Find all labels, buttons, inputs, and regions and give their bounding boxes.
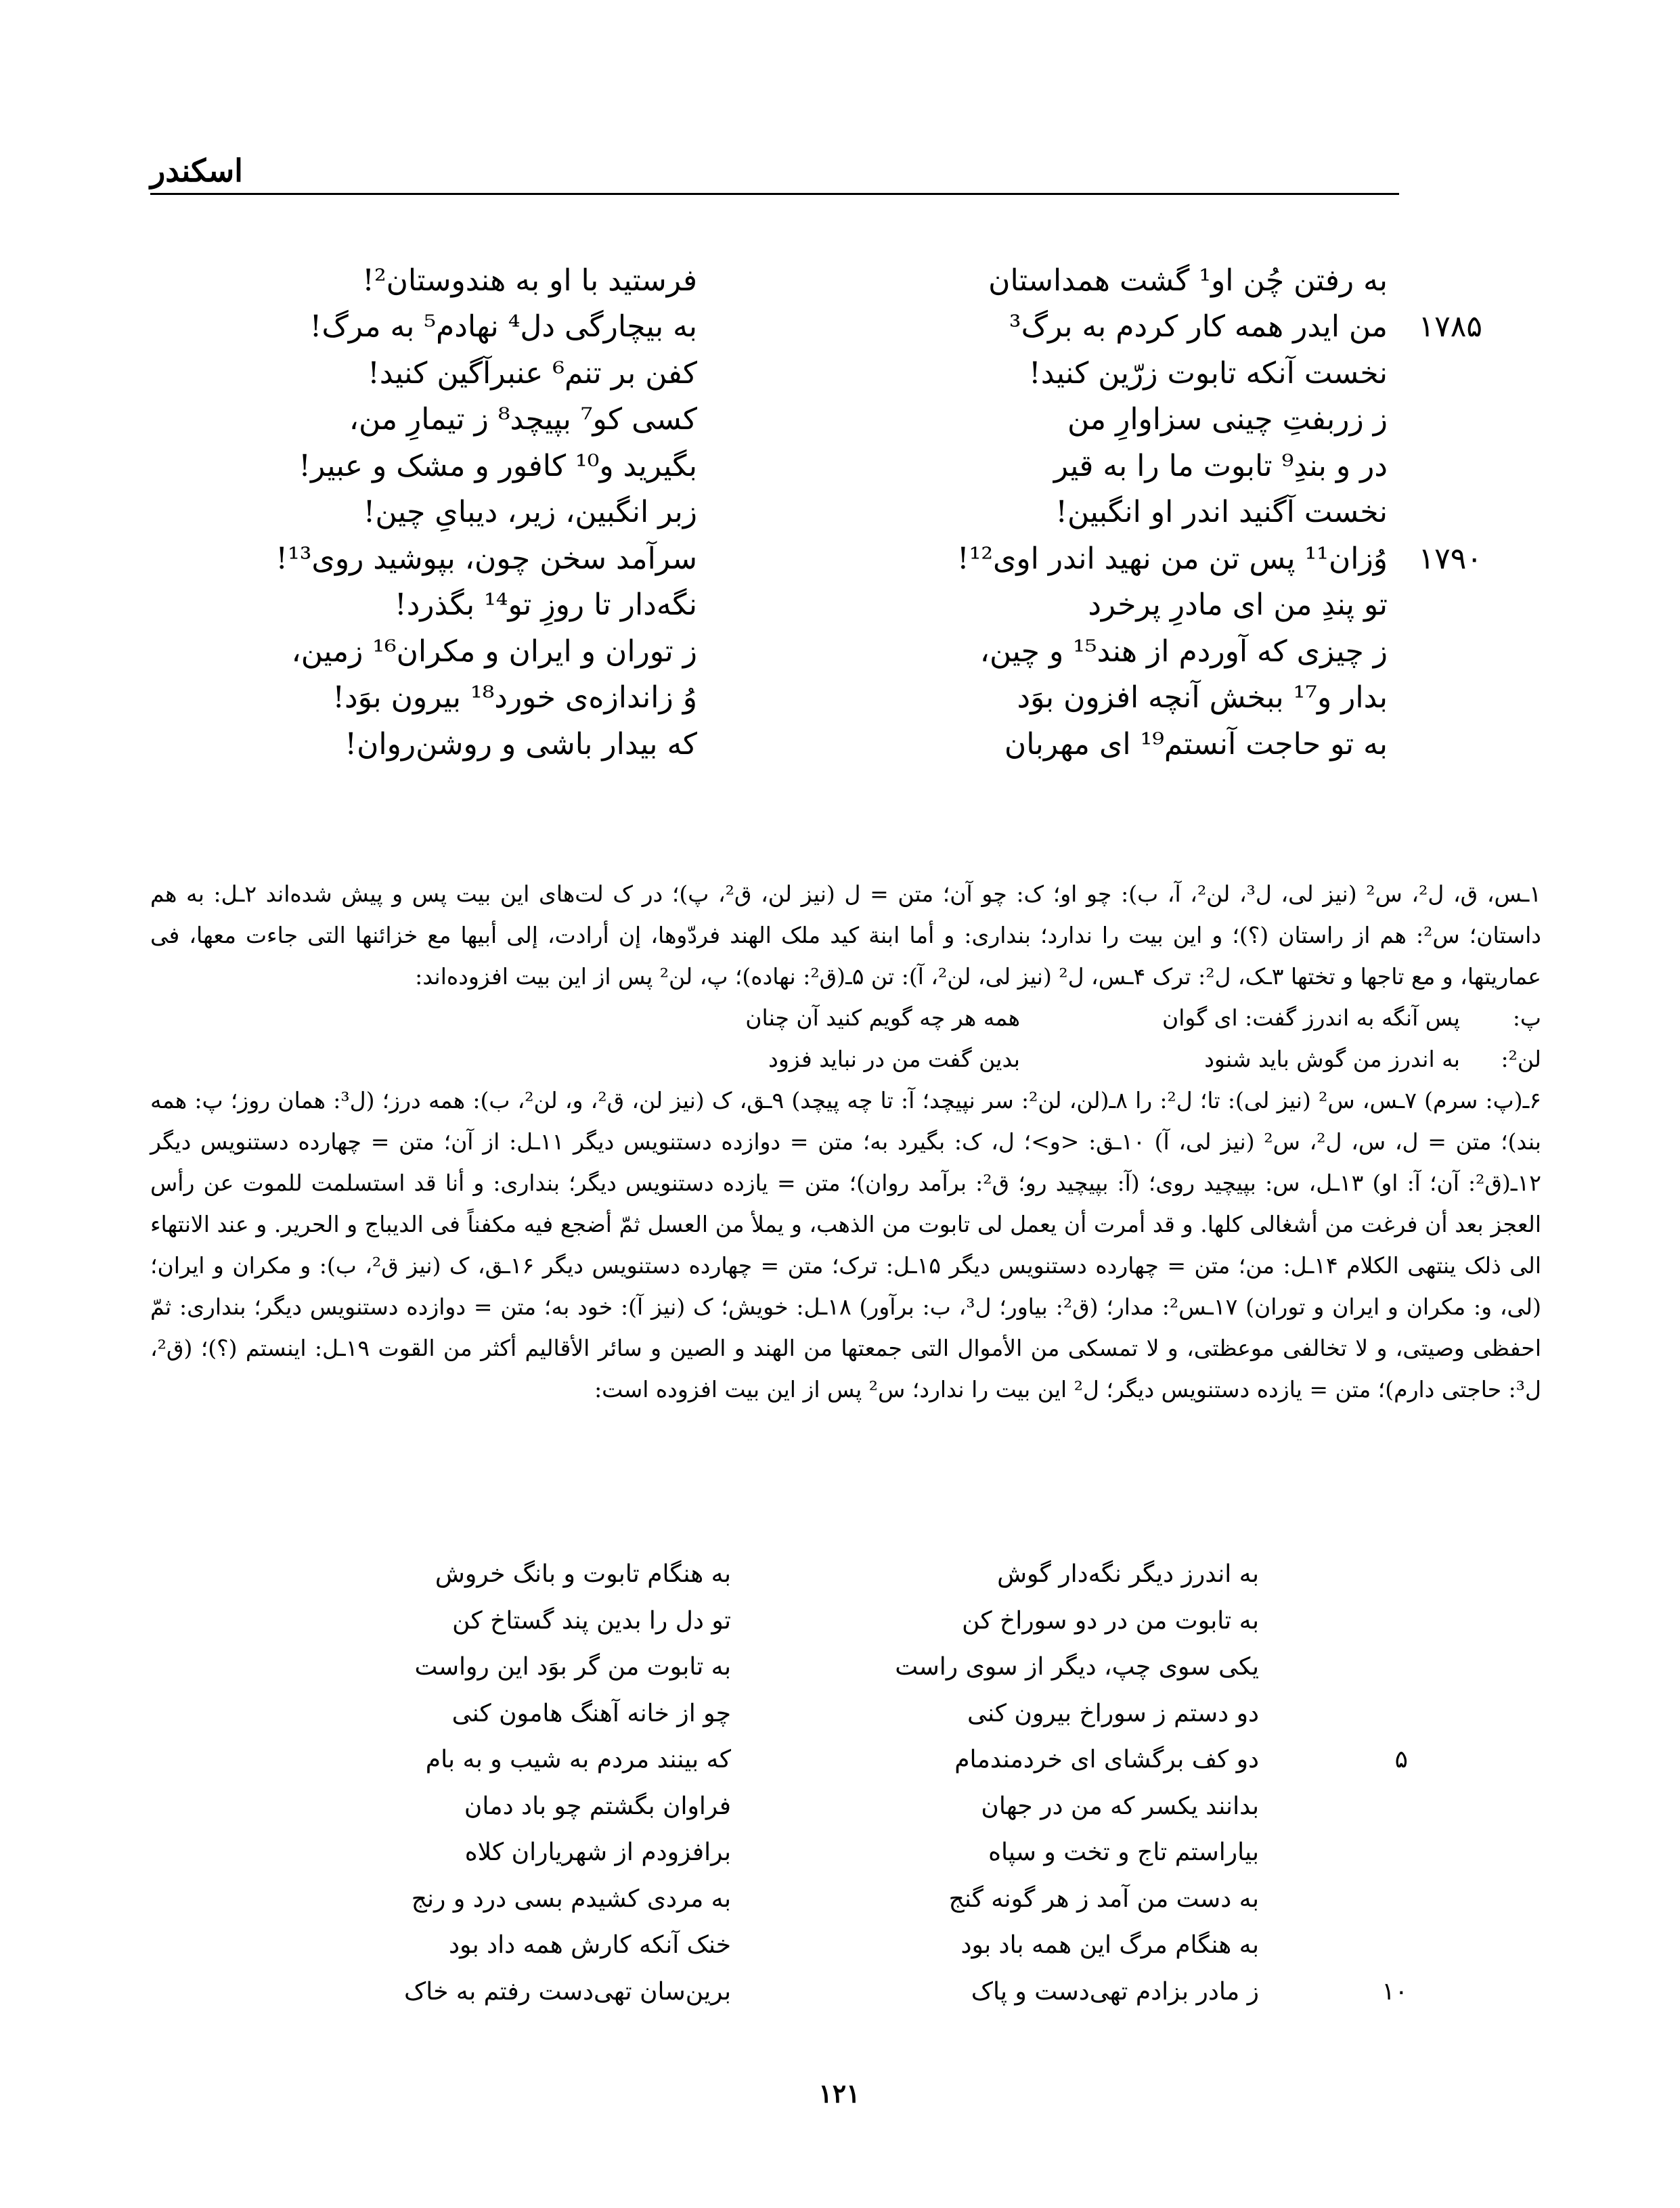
mesra-second: سرآمد سخن چون، بپوشید روی¹³!: [275, 541, 697, 576]
bayt: [223, 304, 1482, 351]
mesra-second: برین‌سان تهی‌دست رفتم به خاک: [404, 1977, 731, 2006]
mesra-first: ز چیزی که آوردم از هند¹⁵ و چین،: [979, 634, 1388, 669]
mesra-second: به هنگام تابوت و بانگ خروش: [435, 1560, 731, 1588]
mesra-first: بیاراستم تاج و تخت و سپاه: [988, 1838, 1259, 1866]
bayt: [223, 443, 1388, 489]
verse-number: ۱۷۹۰: [1418, 541, 1482, 576]
mesra-first: دو دستم ز سوراخ بیرون کنی: [967, 1699, 1259, 1727]
mesra-first: بدانند یکسر که من در جهان: [981, 1792, 1259, 1820]
mesra-second: فرستید با او به هندوستان²!: [362, 263, 697, 298]
bayt: [223, 535, 1482, 582]
bayt: [223, 721, 1388, 768]
bayt: [223, 582, 1388, 629]
added-bayt: [298, 1978, 1408, 2025]
main-poem: [223, 257, 1482, 768]
footnotes-paragraph-1: ۱ـس، ق، ل²، س² (نیز لی، ل³، لن²، آ، ب): چو او؛ ک: چو آن؛ متن = ل (نیز لن، ق²، پ)؛ در ک لت‌های این بیت پس و پیش شده‌اند ۲ـل: به هم داستان؛ س²: هم از راستان (؟)؛ و این بیت را ندارد؛ بنداری: و أما ابنة کید ملک الهند فردّوها، إن أرادت، إلی أبیها مع خزائنها التی جاءت معها، فی عماریتها، و مع تاجها و تختها ۳ـک، ل²: ترک ۴ـس، ل² (نیز لی، لن²، آ): تن ۵ـ(ق²: نهاده)؛ پ، لن² پس از این بیت افزوده‌اند:: [150, 881, 1541, 990]
bayt: [223, 675, 1388, 722]
mesra-first: یکی سوی چپ، دیگر از سوی راست: [895, 1653, 1259, 1681]
mesra-second: کفن بر تنم⁶ عنبرآگین کنید!: [368, 355, 697, 391]
added-bayt: [298, 1607, 1408, 1654]
mesra-first: ز مادر بزادم تهی‌دست و پاک: [971, 1977, 1259, 2006]
mesra-second: فراوان بگشتم چو باد دمان: [464, 1792, 731, 1820]
mesra-first: نخست آگنید اندر او انگبین!: [1055, 495, 1388, 530]
variant-mesra-second: همه هر چه گویم کنید آن چنان: [745, 1004, 1020, 1031]
mesra-second: زبر انگبین، زیر، دیبایِ چین!: [363, 495, 697, 530]
mesra-first: دو کف برگشای ای خردمندمام: [954, 1746, 1259, 1773]
mesra-second: کسی کو⁷ بپیچد⁸ ز تیمارِ من،: [349, 402, 697, 437]
variant-mesra-first: پس آنگه به اندرز گفت: ای گوان: [1162, 1004, 1460, 1031]
mesra-first: وُزان¹¹ پس تن من نهید اندر اوی¹²!: [957, 541, 1388, 576]
mesra-second: نگه‌دار تا روزِ تو¹⁴ بگذرد!: [395, 588, 697, 623]
mesra-second: به بیچارگی دل⁴ نهادم⁵ به مرگ!: [309, 309, 697, 345]
variant-mesra-second: بدین گفت من در نباید فزود: [768, 1046, 1020, 1072]
mesra-first: به رفتن چُن او¹ گشت همداستان: [988, 263, 1388, 298]
added-bayt: [298, 1792, 1408, 1839]
added-bayt: [298, 1746, 1408, 1792]
added-bayt: [298, 1653, 1408, 1700]
mesra-second: وُ زاندازه‌ی خورد¹⁸ بیرون بوَد!: [332, 680, 697, 715]
mesra-second: به مردی کشیدم بسی درد و رنج: [411, 1884, 731, 1913]
mesra-second: که بیدار باشی و روشن‌روان!: [345, 726, 697, 761]
mesra-first: در و بندِ⁹ تابوت ما را به قیر: [1053, 448, 1388, 483]
bayt: [223, 257, 1388, 304]
header-rule: [150, 193, 1399, 195]
mesra-first: به دست من آمد ز هر گونه گنج: [948, 1884, 1259, 1913]
mesra-first: به اندرز دیگر نگه‌دار گوش: [997, 1560, 1259, 1588]
variant-verse: [150, 997, 1541, 1038]
added-bayt: [298, 1931, 1408, 1978]
mesra-first: به هنگام مرگ این همه باد بود: [960, 1931, 1259, 1959]
page-number: ۱۲۱: [818, 2078, 860, 2108]
variant-verse: [150, 1038, 1541, 1080]
mesra-second: تو دل را بدین پند گستاخ کن: [452, 1606, 731, 1635]
added-bayt: [298, 1885, 1408, 1932]
mesra-first: بدار و¹⁷ ببخش آنچه افزون بوَد: [1017, 680, 1388, 715]
verse-number: ۵: [1394, 1746, 1408, 1773]
verse-number: ۱۷۸۵: [1418, 309, 1482, 345]
added-bayt: [298, 1560, 1408, 1607]
mesra-first: به تو حاجت آنستم¹⁹ ای مهربان: [1004, 726, 1388, 761]
mesra-second: چو از خانه آهنگ هامون کنی: [451, 1699, 731, 1727]
bayt: [223, 350, 1388, 397]
mesra-second: خنک آنکه کارش همه داد بود: [448, 1931, 731, 1959]
bayt: [223, 397, 1388, 443]
mesra-first: من ایدر همه کار کردم به برگ³: [1009, 309, 1388, 345]
variant-mesra-first: به اندرز من گوش باید شنود: [1204, 1046, 1460, 1072]
mesra-first: نخست آنکه تابوت زرّین کنید!: [1029, 355, 1388, 391]
mesra-second: که بینند مردم به شیب و به بام: [425, 1746, 731, 1773]
added-bayt: [298, 1838, 1408, 1885]
added-verses: [298, 1560, 1408, 2024]
manuscript-siglum: لن²:: [1501, 1046, 1541, 1072]
bayt: [223, 628, 1388, 675]
mesra-first: به تابوت من در دو سوراخ کن: [962, 1606, 1259, 1635]
footnotes-paragraph-2: ۶ـ(پ: سرم) ۷ـس، س² (نیز لی): تا؛ ل²: را ۸ـ(لن، لن²: سر نپیچد؛ آ: تا چه پیچد) ۹ـق، ک (نیز لن، ق²، و، لن²، ب): همه درز؛ (ل³: همان روز؛ پ: همه بند)؛ متن = ل، س، ل²، س² (نیز لی، آ) ۱۰ـق: <و>؛ ل، ک: بگیرد به؛ متن = دوازده دستنویس دیگر ۱۱ـل: از آن؛ متن = چهارده دستنویس دیگر ۱۲ـ(ق²: آن؛ آ: او) ۱۳ـل، س: بپیچید روی؛ (آ: بپیچید رو؛ ق²: برآمد روان)؛ متن = یازده دستنویس دیگر؛ بنداری: و أنا قد استسلمت للموت عن رأس العجز بعد أن فرغت من أشغالی کلها. و قد أمرت أن یعمل لی تابوت من الذهب، و یملأ من العسل ثمّ أضجع فیه مکفناً فی الدیباج و الحریر. و عند الانتهاء الی ذلک ینتهی الکلام ۱۴ـل: من؛ متن = چهارده دستنویس دیگر ۱۵ـل: ترک؛ متن = چهارده دستنویس دیگر ۱۶ـق، ک (نیز ق²، ب): و مکران و ایران؛ (لی، و: مکران و ایران و توران) ۱۷ـس²: مدار؛ (ق²: بیاور؛ ل³، ب: برآور) ۱۸ـل: خویش؛ ک (نیز آ): خود به؛ متن = دوازده دستنویس دیگر؛ بنداری: ثمّ احفظی وصیتی، و لا تخالفی موعظتی، و لا تمسکی من الأموال التی جمعتها من الهند و الصین و سائر الأقالیم أکثر من القوت ۱۹ـل: اینستم (؟)؛ (ق²، ل³: حاجتی دارم)؛ متن = یازده دستنویس دیگر؛ ل² این بیت را ندارد؛ س² پس از این بیت افزوده است:: [150, 1087, 1541, 1403]
mesra-second: به تابوت من گر بوَد این رواست: [414, 1653, 731, 1681]
manuscript-siglum: پ:: [1512, 1004, 1541, 1031]
mesra-second: ز توران و ایران و مکران¹⁶ زمین،: [291, 634, 697, 669]
added-bayt: [298, 1700, 1408, 1746]
mesra-second: بگیرید و¹⁰ کافور و مشک و عبیر!: [299, 448, 697, 483]
mesra-first: تو پندِ من ای مادرِ پرخرد: [1088, 588, 1388, 623]
critical-apparatus: [150, 873, 1541, 1410]
mesra-second: برافزودم از شهریاران کلاه: [464, 1838, 731, 1866]
verse-number: ۱۰: [1381, 1977, 1408, 2006]
bayt: [223, 489, 1388, 536]
mesra-first: ز زربفتِ چینی سزاوارِ من: [1067, 402, 1388, 437]
running-title: اسکندر: [150, 152, 243, 189]
